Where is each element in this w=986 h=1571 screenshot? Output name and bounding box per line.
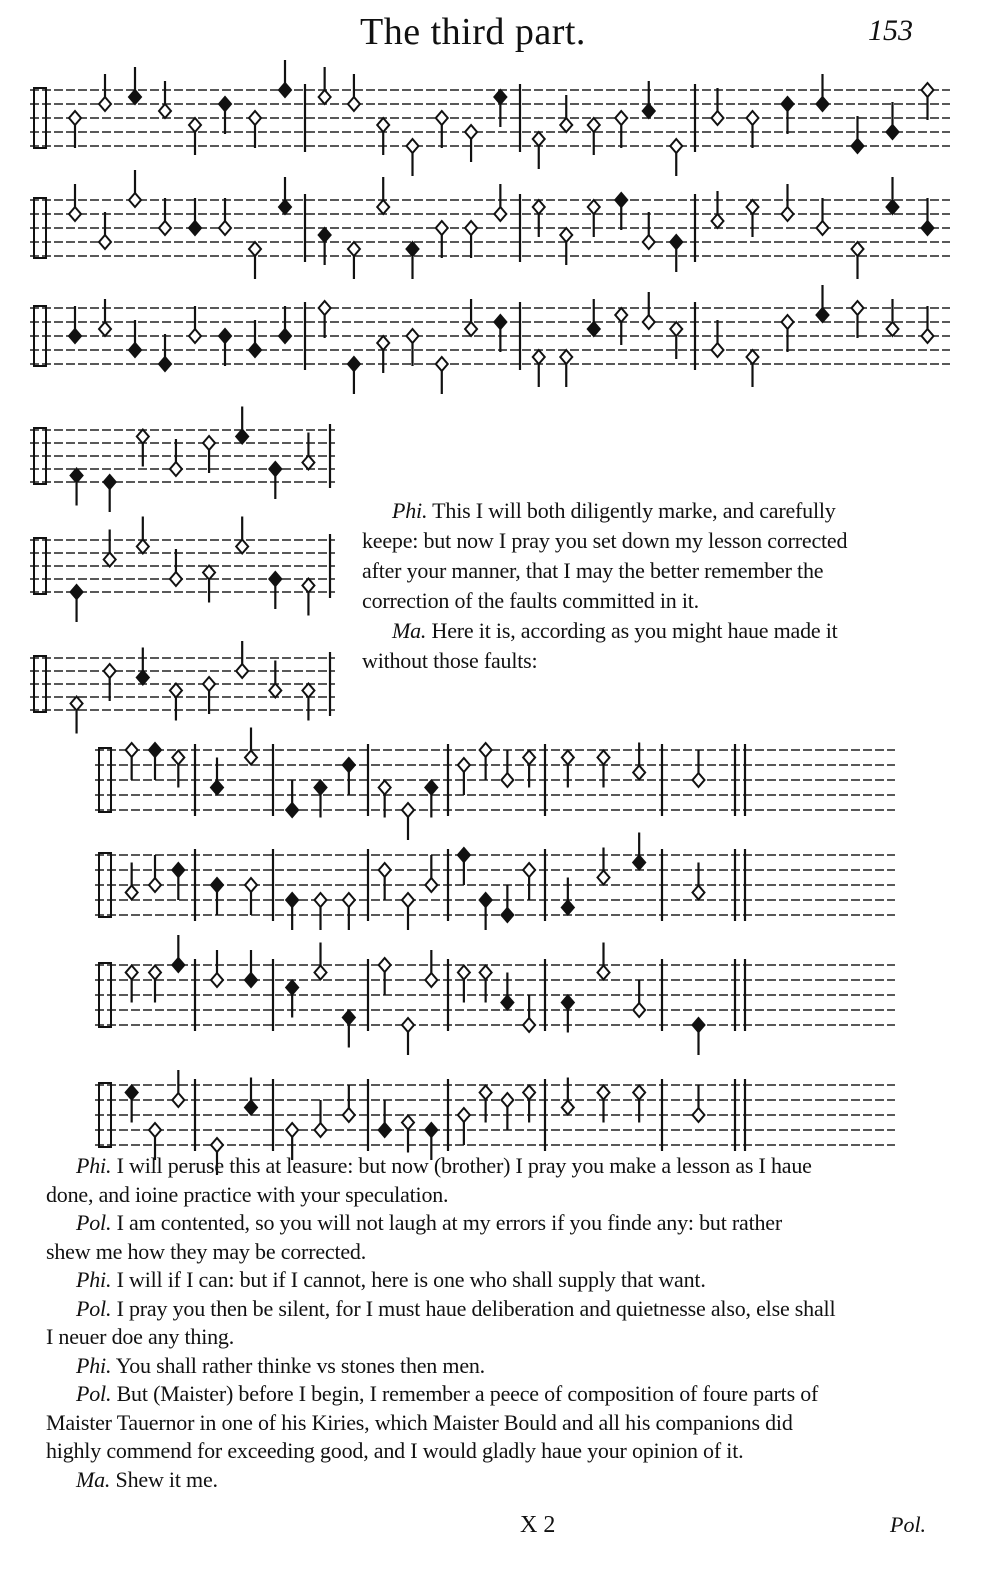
dialogue-phi-1	[362, 496, 847, 616]
dialogue-line: Here it is, according as you might haue made it	[431, 618, 838, 643]
note-head	[249, 111, 261, 125]
note-head	[922, 83, 934, 97]
note-head	[236, 540, 248, 554]
note-head	[315, 893, 327, 907]
note-head	[71, 469, 83, 483]
note-head	[249, 242, 261, 256]
note-head	[269, 462, 281, 476]
note-head	[302, 684, 314, 698]
note-head	[149, 743, 161, 757]
note-head	[633, 766, 645, 780]
note-head	[458, 966, 470, 980]
note-head	[71, 697, 83, 711]
note-head	[782, 315, 794, 329]
note-head	[245, 973, 257, 987]
note-head	[533, 350, 545, 364]
note-head	[436, 111, 448, 125]
note-head	[852, 242, 864, 256]
note-head	[279, 329, 291, 343]
note-head	[712, 343, 724, 357]
dialogue-line: after your manner, that I may the better remember the	[362, 558, 824, 583]
note-head	[747, 111, 759, 125]
note-head	[494, 315, 506, 329]
dialogue-block-lower	[46, 1152, 835, 1494]
note-head	[852, 301, 864, 315]
note-head	[377, 336, 389, 350]
note-head	[693, 1018, 705, 1032]
note-head	[501, 996, 513, 1010]
note-head	[693, 886, 705, 900]
note-head	[465, 322, 477, 336]
note-head	[379, 863, 391, 877]
note-head	[286, 893, 298, 907]
note-head	[887, 125, 899, 139]
note-head	[172, 1093, 184, 1107]
note-head	[523, 1086, 535, 1100]
note-head	[465, 125, 477, 139]
speaker-label: Phi.	[392, 498, 428, 523]
note-head	[170, 572, 182, 586]
note-head	[480, 1086, 492, 1100]
note-head	[315, 966, 327, 980]
note-head	[170, 462, 182, 476]
dialogue-line: I neuer doe any thing.	[46, 1324, 235, 1349]
dialogue-line: correction of the faults committed in it.	[362, 588, 699, 613]
note-head	[747, 350, 759, 364]
note-head	[129, 343, 141, 357]
note-head	[315, 781, 327, 795]
note-head	[747, 200, 759, 214]
signature-mark: X 2	[520, 1512, 556, 1538]
note-head	[159, 104, 171, 118]
note-head	[172, 751, 184, 765]
note-head	[712, 214, 724, 228]
note-head	[126, 1086, 138, 1100]
note-head	[69, 329, 81, 343]
speaker-label: Pol.	[76, 1210, 112, 1235]
note-head	[211, 878, 223, 892]
note-head	[523, 863, 535, 877]
note-head	[189, 329, 201, 343]
page-number: 153	[868, 14, 913, 47]
note-head	[922, 221, 934, 235]
note-head	[523, 1018, 535, 1032]
dialogue-line: Shew it me.	[115, 1466, 218, 1492]
note-head	[670, 139, 682, 153]
note-head	[279, 83, 291, 97]
note-head	[402, 1116, 414, 1130]
note-head	[693, 773, 705, 787]
note-head	[494, 90, 506, 104]
note-head	[425, 1123, 437, 1137]
note-head	[211, 781, 223, 795]
note-head	[560, 350, 572, 364]
note-head	[817, 97, 829, 111]
note-head	[69, 207, 81, 221]
note-head	[377, 200, 389, 214]
note-head	[172, 863, 184, 877]
note-head	[598, 751, 610, 765]
note-head	[615, 111, 627, 125]
note-head	[219, 329, 231, 343]
note-head	[137, 671, 149, 685]
note-head	[402, 803, 414, 817]
note-head	[159, 357, 171, 371]
note-head	[480, 893, 492, 907]
note-head	[269, 684, 281, 698]
note-head	[236, 664, 248, 678]
note-head	[402, 1018, 414, 1032]
note-head	[501, 773, 513, 787]
note-head	[149, 878, 161, 892]
note-head	[129, 193, 141, 207]
note-head	[104, 553, 116, 567]
speaker-label: Phi.	[76, 1352, 112, 1378]
note-head	[149, 1123, 161, 1137]
note-head	[887, 322, 899, 336]
note-head	[633, 1086, 645, 1100]
note-head	[343, 758, 355, 772]
catchword: Pol.	[890, 1512, 927, 1537]
note-head	[348, 357, 360, 371]
note-head	[99, 235, 111, 249]
dialogue-line: I will if I can: but if I cannot, here is one who shall supply that want.	[116, 1267, 706, 1292]
dialogue-line: done, and ioine practice with your speculation.	[46, 1181, 449, 1207]
note-head	[379, 781, 391, 795]
dialogue-line: keepe: but now I pray you set down my lesson corrected	[362, 528, 848, 553]
dialogue-line: shew me how they may be corrected.	[46, 1238, 367, 1264]
note-head	[588, 118, 600, 132]
note-head	[71, 585, 83, 599]
note-head	[817, 221, 829, 235]
note-head	[480, 743, 492, 757]
note-head	[407, 329, 419, 343]
note-head	[436, 357, 448, 371]
note-head	[458, 848, 470, 862]
note-head	[203, 566, 215, 580]
note-head	[245, 1101, 257, 1115]
note-head	[670, 322, 682, 336]
note-head	[159, 221, 171, 235]
note-head	[211, 1138, 223, 1152]
note-head	[588, 200, 600, 214]
note-head	[643, 235, 655, 249]
note-head	[922, 329, 934, 343]
dialogue-line: without those faults:	[362, 648, 538, 673]
note-head	[562, 751, 574, 765]
dialogue-line: This I will both diligently marke, and carefully	[432, 498, 836, 523]
note-head	[458, 1108, 470, 1122]
note-head	[562, 1101, 574, 1115]
note-head	[562, 901, 574, 915]
dialogue-line: I will peruse this at leasure: but now (brother) I pray you make a lesson as I haue	[116, 1153, 812, 1178]
note-head	[562, 996, 574, 1010]
note-head	[279, 200, 291, 214]
note-head	[348, 97, 360, 111]
note-head	[379, 958, 391, 972]
note-head	[348, 242, 360, 256]
note-head	[137, 540, 149, 554]
note-head	[643, 104, 655, 118]
speaker-label: Pol.	[76, 1381, 112, 1406]
note-head	[126, 886, 138, 900]
note-head	[245, 878, 257, 892]
dialogue-line: Maister Tauernor in one of his Kiries, which Maister Bould and all his companions did	[46, 1409, 793, 1435]
speaker-label: Ma.	[76, 1466, 111, 1492]
note-head	[69, 111, 81, 125]
note-head	[286, 981, 298, 995]
note-head	[286, 1123, 298, 1137]
note-head	[170, 684, 182, 698]
note-head	[343, 1108, 355, 1122]
note-head	[379, 1123, 391, 1137]
speaker-label: Phi.	[76, 1267, 112, 1292]
note-head	[425, 781, 437, 795]
note-head	[236, 430, 248, 444]
dialogue-ma-1	[362, 616, 838, 676]
note-head	[302, 456, 314, 470]
note-head	[501, 908, 513, 922]
note-head	[782, 97, 794, 111]
note-head	[129, 90, 141, 104]
note-head	[436, 221, 448, 235]
speaker-label: Ma.	[392, 618, 427, 643]
dialogue-line: But (Maister) before I begin, I remember a peece of composition of foure parts of	[116, 1381, 819, 1406]
note-head	[315, 1123, 327, 1137]
note-head	[523, 751, 535, 765]
note-head	[633, 1003, 645, 1017]
note-head	[343, 893, 355, 907]
note-head	[588, 322, 600, 336]
note-head	[149, 966, 161, 980]
note-head	[643, 315, 655, 329]
dialogue-line: You shall rather thinke vs stones then men.	[115, 1352, 485, 1378]
note-head	[425, 973, 437, 987]
note-head	[533, 132, 545, 146]
note-head	[286, 803, 298, 817]
note-head	[402, 893, 414, 907]
note-head	[480, 966, 492, 980]
note-head	[494, 207, 506, 221]
note-head	[782, 207, 794, 221]
note-head	[104, 475, 116, 489]
note-head	[343, 1011, 355, 1025]
note-head	[693, 1108, 705, 1122]
note-head	[458, 758, 470, 772]
note-head	[712, 111, 724, 125]
note-head	[407, 139, 419, 153]
dialogue-line: highly commend for exceeding good, and I would gladly haue your opinion of it.	[46, 1438, 744, 1463]
note-head	[319, 90, 331, 104]
speaker-label: Pol.	[76, 1295, 112, 1321]
note-head	[302, 579, 314, 593]
note-head	[189, 118, 201, 132]
note-head	[501, 1093, 513, 1107]
note-head	[425, 878, 437, 892]
note-head	[269, 572, 281, 586]
dialogue-line: I pray you then be silent, for I must haue deliberation and quietnesse also, else shall	[116, 1295, 836, 1321]
note-head	[817, 308, 829, 322]
dialogue-line: I am contented, so you will not laugh at my errors if you finde any: but rather	[116, 1210, 782, 1235]
note-head	[615, 308, 627, 322]
note-head	[189, 221, 201, 235]
note-head	[126, 743, 138, 757]
note-head	[560, 118, 572, 132]
note-head	[598, 1086, 610, 1100]
note-head	[211, 973, 223, 987]
note-head	[203, 677, 215, 691]
note-head	[407, 242, 419, 256]
note-head	[852, 139, 864, 153]
speaker-label: Phi.	[76, 1153, 112, 1178]
note-head	[615, 193, 627, 207]
note-head	[670, 235, 682, 249]
page-title: The third part.	[360, 11, 586, 53]
note-head	[245, 751, 257, 765]
note-head	[465, 221, 477, 235]
note-head	[633, 856, 645, 870]
note-head	[219, 97, 231, 111]
note-head	[598, 871, 610, 885]
note-head	[99, 322, 111, 336]
note-head	[104, 664, 116, 678]
note-head	[560, 228, 572, 242]
note-head	[533, 200, 545, 214]
note-head	[249, 343, 261, 357]
note-head	[219, 221, 231, 235]
note-head	[377, 118, 389, 132]
note-head	[137, 430, 149, 444]
note-head	[319, 228, 331, 242]
note-head	[172, 958, 184, 972]
note-head	[319, 301, 331, 315]
note-head	[203, 436, 215, 450]
note-head	[598, 966, 610, 980]
note-head	[99, 97, 111, 111]
note-head	[126, 966, 138, 980]
note-head	[887, 200, 899, 214]
